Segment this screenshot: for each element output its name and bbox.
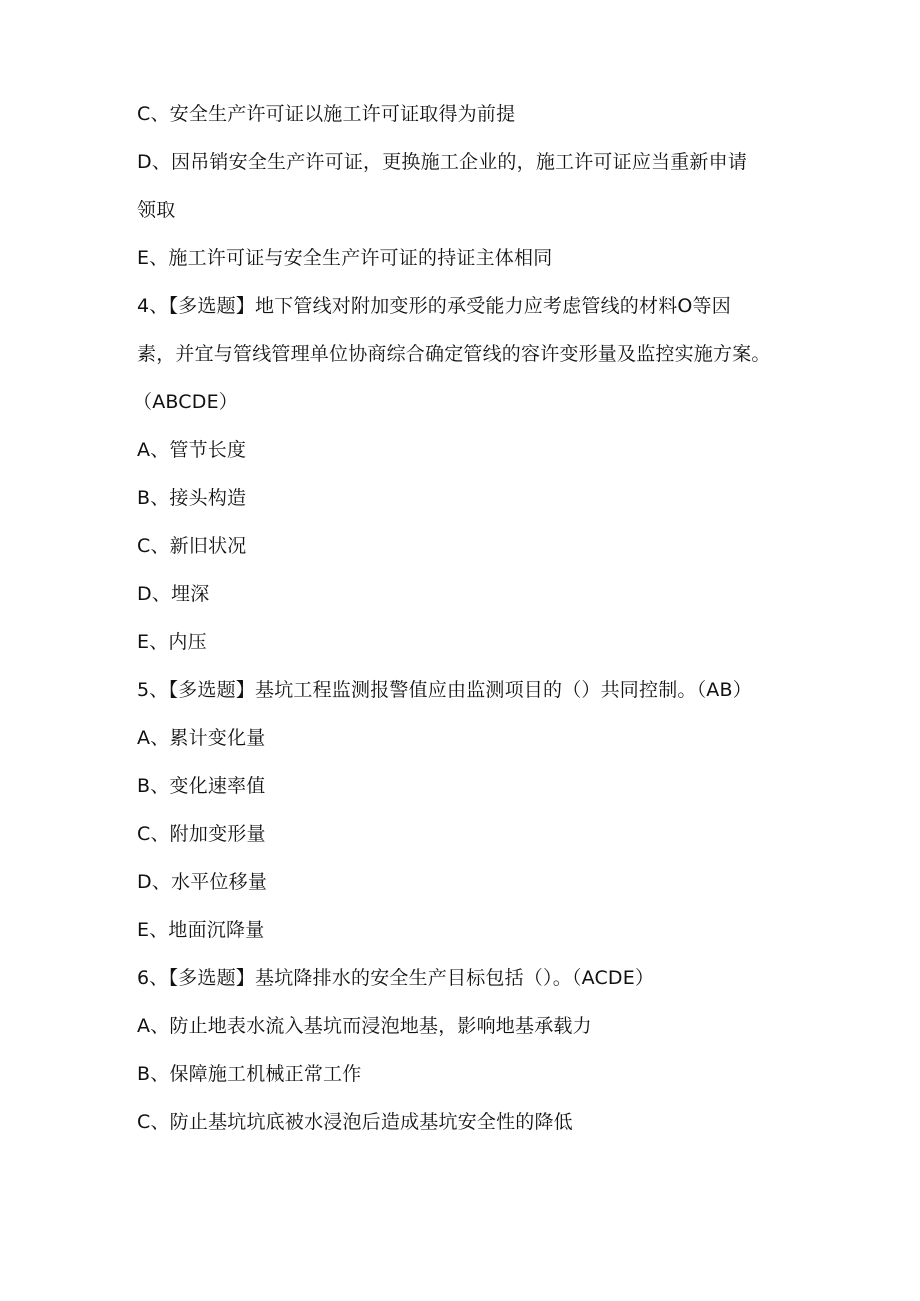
- question-4-option-b: B、接头构造: [137, 487, 247, 509]
- question-4-option-c: C、新旧状况: [137, 535, 247, 557]
- question-4-line-1: 4、【多选题】地下管线对附加变形的承受能力应考虑管线的材料O等因: [137, 295, 731, 317]
- question-4-option-a: A、管节长度: [137, 439, 247, 461]
- question-6-line: 6、【多选题】基坑降排水的安全生产目标包括（）。（ACDE）: [137, 967, 655, 989]
- question-6-option-b: B、保障施工机械正常工作: [137, 1063, 362, 1085]
- question-4-answer: （ABCDE）: [133, 391, 239, 413]
- question-4-option-d: D、埋深: [137, 583, 210, 605]
- question-6-option-c: C、防止基坑坑底被水浸泡后造成基坑安全性的降低: [137, 1111, 573, 1133]
- question-5-option-d: D、水平位移量: [137, 871, 268, 893]
- question-4-option-e: E、内压: [137, 631, 207, 653]
- question-5-option-a: A、累计变化量: [137, 727, 266, 749]
- question-6-option-a: A、防止地表水流入基坑而浸泡地基，影响地基承载力: [137, 1015, 592, 1037]
- option-c-line: C、安全生产许可证以施工许可证取得为前提: [137, 103, 516, 125]
- question-4-line-2: 素，并宜与管线管理单位协商综合确定管线的容许变形量及监控实施方案。: [137, 343, 771, 365]
- option-e-line: E、施工许可证与安全生产许可证的持证主体相同: [137, 247, 553, 269]
- question-5-option-b: B、变化速率值: [137, 775, 266, 797]
- question-5-line: 5、【多选题】基坑工程监测报警值应由监测项目的（）共同控制。（AB）: [137, 679, 752, 701]
- question-5-option-e: E、地面沉降量: [137, 919, 265, 941]
- option-d-line: D、因吊销安全生产许可证，更换施工企业的，施工许可证应当重新申请: [137, 151, 748, 173]
- question-5-option-c: C、附加变形量: [137, 823, 266, 845]
- option-d-continuation: 领取: [137, 199, 176, 221]
